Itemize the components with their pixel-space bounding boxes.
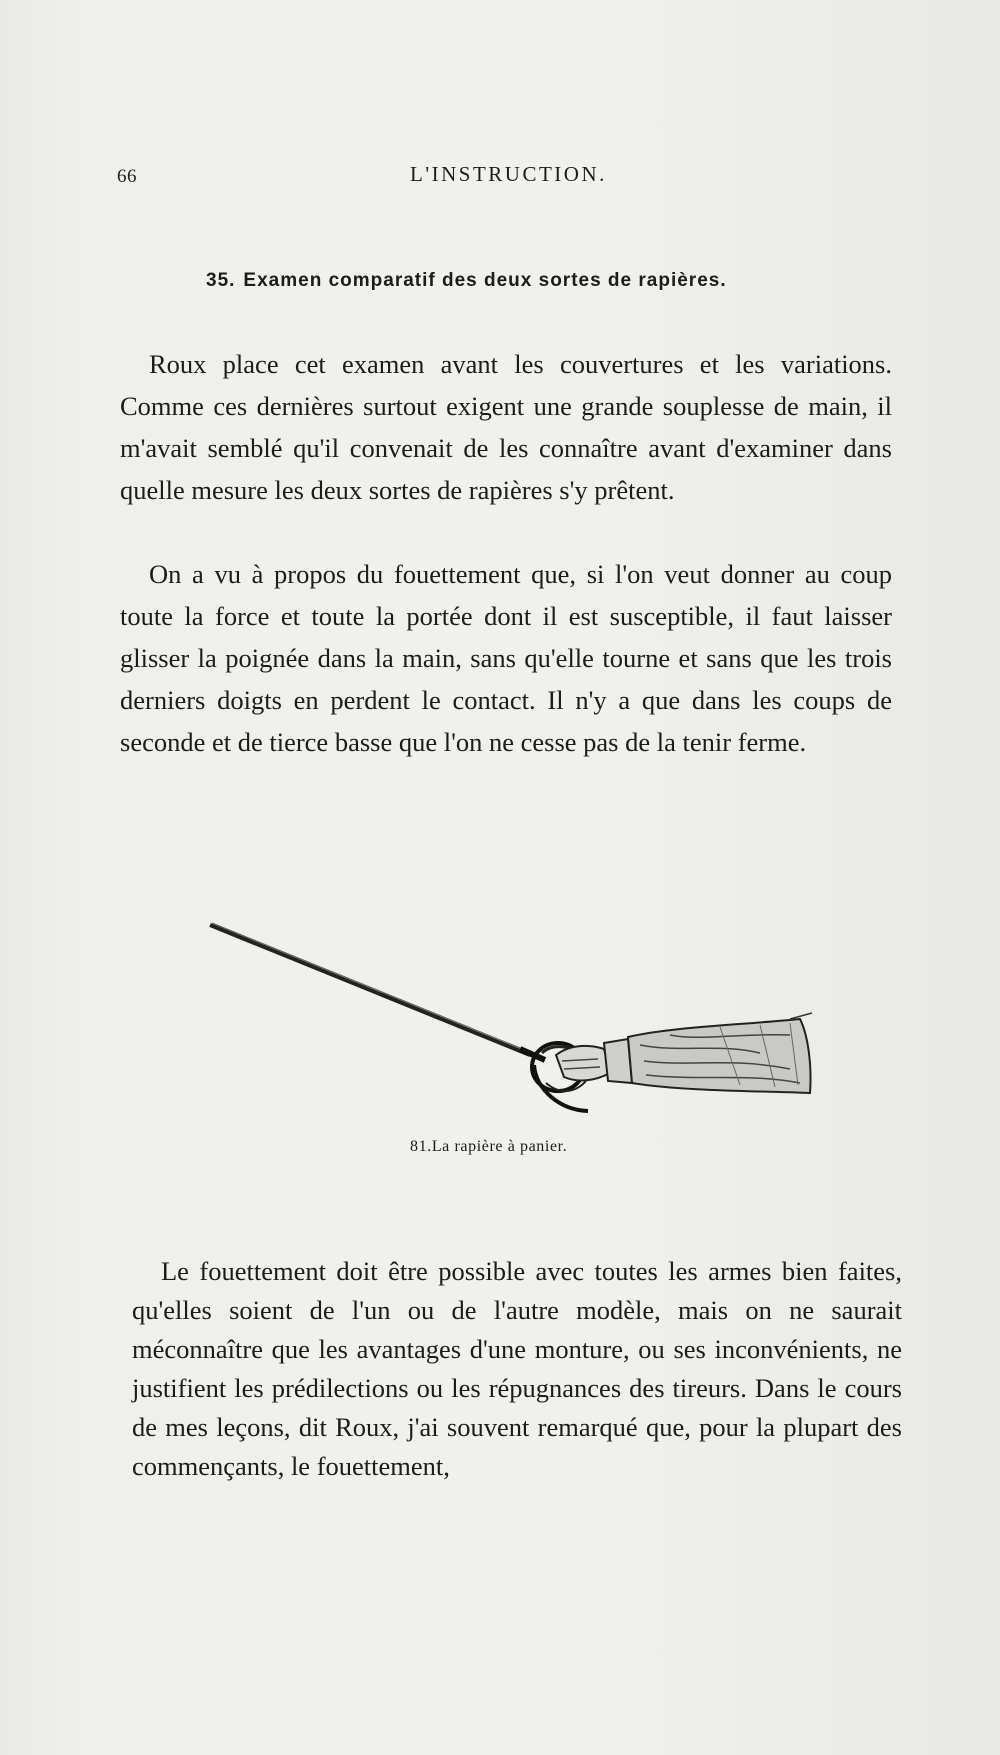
running-title: L'INSTRUCTION. (410, 162, 607, 186)
paragraph-3: Le fouettement doit être possible avec toutes les armes bien faites, qu'elles soient de l'un ou de l'autre modèle, mais on ne saurait méconnaître que les avantages d'une monture, ou ses inconvénients, ne justifient les prédilections ou les répugnances des tireurs. Dans le cours de mes leçons, dit Roux, j'ai souvent remarqué que, pour la plupart des commençants, le fouettement, (132, 1256, 902, 1481)
paragraph-2: On a vu à propos du fouettement que, si l'on veut donner au coup toute la force et toute la portée dont il est susceptible, il faut laisser glisser la poignée dans la main, sans qu'elle tourne et sans que les trois derniers doigts en perdent le contact. Il n'y a que dans les coups de seconde et de tierce basse que l'on ne cesse pas de la tenir ferme. (120, 559, 892, 757)
section-number: 35. (206, 270, 236, 291)
paragraph-1: Roux place cet examen avant les couvertures et les variations. Comme ces dernières surtout exigent une grande souplesse de main, il m'avait semblé qu'il convenait de les connaître avant d'examiner dans quelle mesure les deux sortes de rapières s'y prêtent. (120, 349, 892, 505)
rapier-illustration (200, 915, 820, 1120)
page-number: 66 (117, 166, 137, 187)
section-title: Examen comparatif des deux sortes de rapières. (243, 270, 727, 291)
running-head (0, 162, 1000, 192)
figure-caption-text: La rapière à panier. (431, 1138, 568, 1155)
figure-number: 81. (410, 1138, 432, 1155)
section-heading (206, 270, 906, 292)
figure-caption (410, 1138, 567, 1156)
